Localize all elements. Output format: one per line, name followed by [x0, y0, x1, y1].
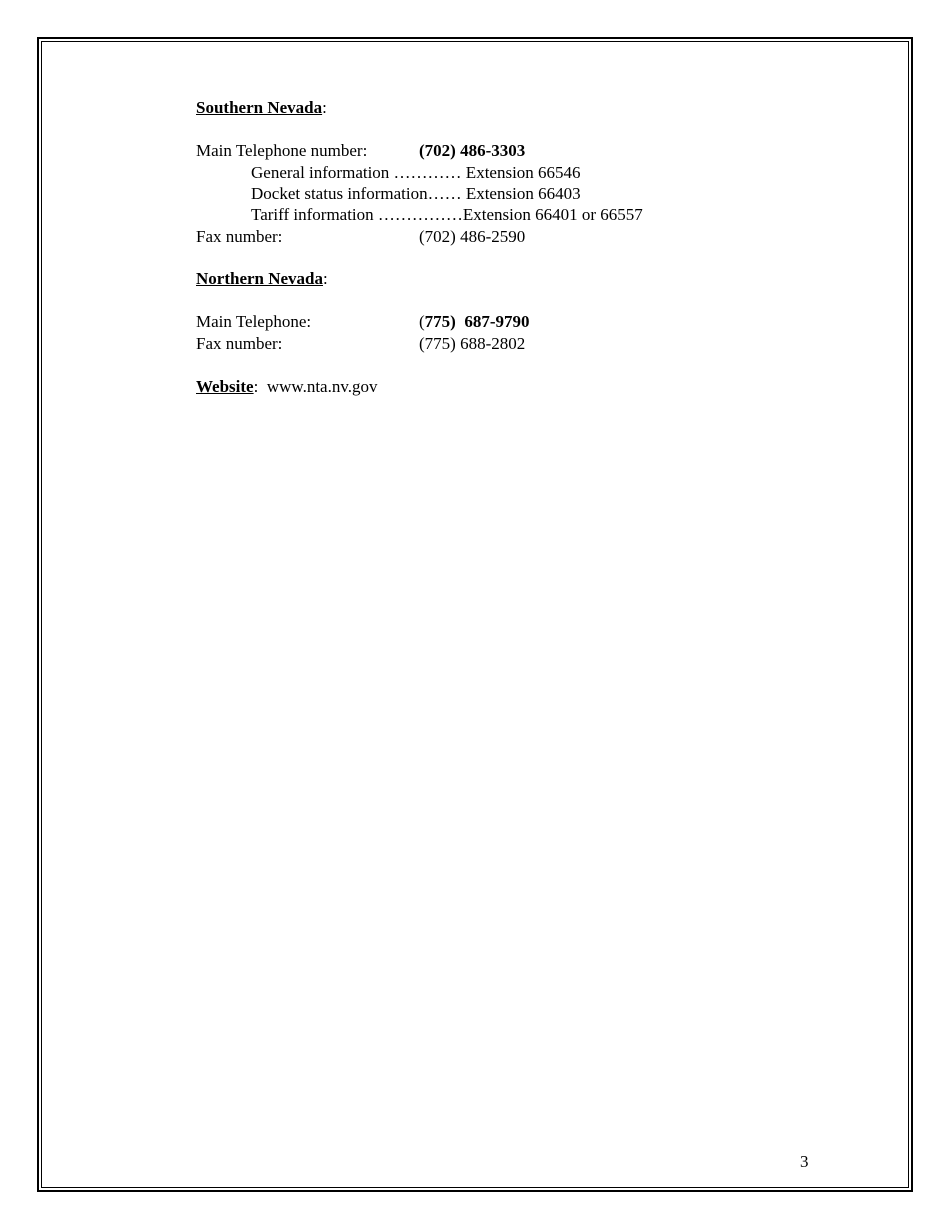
southern-main-number: (702) 486-3303	[419, 141, 526, 160]
southern-nevada-heading: Southern Nevada	[196, 98, 323, 117]
website-url[interactable]: www.nta.nv.gov	[266, 377, 378, 396]
northern-main-number-line	[419, 312, 530, 332]
northern-fax-label: Fax number:	[196, 334, 283, 353]
southern-nevada-heading-line	[196, 98, 327, 118]
website-line	[196, 377, 378, 397]
northern-heading-colon: :	[323, 269, 328, 288]
northern-fax-number: (775) 688-2802	[419, 334, 526, 353]
northern-nevada-heading-line	[196, 269, 328, 289]
page-number: 3	[800, 1152, 809, 1171]
southern-fax-number: (702) 486-2590	[419, 227, 526, 246]
southern-heading-colon: :	[322, 98, 327, 117]
southern-main-label: Main Telephone number:	[196, 141, 368, 160]
southern-fax-label: Fax number:	[196, 227, 283, 246]
northern-main-number-prefix: (	[419, 312, 425, 331]
northern-main-number: 775) 687-9790	[424, 312, 530, 331]
southern-general-info-extension: General information ………… Extension 66546	[251, 163, 581, 182]
southern-docket-status-extension: Docket status information…… Extension 66403	[251, 184, 581, 203]
northern-main-label: Main Telephone:	[196, 312, 312, 331]
southern-tariff-info-extension: Tariff information ……………Extension 66401 or 66557	[251, 205, 643, 224]
website-label: Website	[196, 377, 254, 396]
website-colon: :	[253, 377, 259, 396]
northern-nevada-heading: Northern Nevada	[196, 269, 324, 288]
